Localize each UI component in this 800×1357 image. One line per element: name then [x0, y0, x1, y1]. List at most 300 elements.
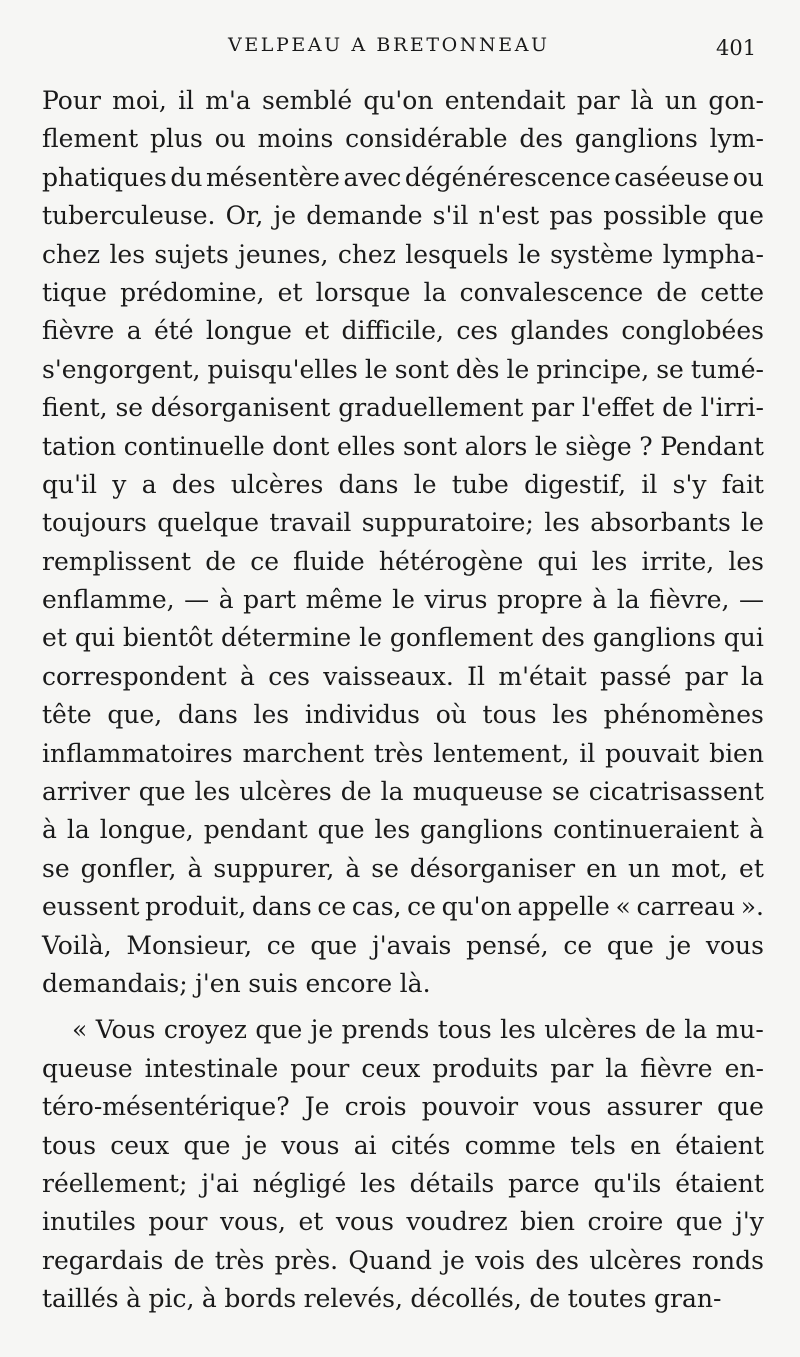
word: les	[360, 1168, 396, 1198]
word: phénomènes	[603, 700, 764, 730]
word: pas	[549, 201, 594, 231]
body-text	[42, 82, 764, 1319]
word: pic,	[148, 1284, 195, 1314]
word: assurer	[606, 1092, 702, 1122]
word: ceux	[110, 1130, 170, 1160]
word: de	[662, 393, 693, 423]
word: ceux	[361, 1053, 421, 1083]
word: que	[183, 1130, 231, 1160]
word: Je	[304, 1092, 330, 1122]
word: et	[739, 853, 764, 883]
word: comme	[464, 1130, 556, 1160]
text-line	[42, 1088, 764, 1126]
word: les	[194, 777, 231, 807]
word: alors	[464, 431, 528, 461]
text-line	[42, 1280, 764, 1318]
word: intestinale	[144, 1053, 279, 1083]
word: tube	[451, 469, 509, 499]
word: elles	[337, 431, 396, 461]
word: se	[115, 393, 144, 423]
word: passé	[600, 661, 672, 691]
word: bien	[520, 1207, 576, 1237]
text-line	[42, 312, 764, 350]
word: par	[576, 86, 620, 115]
word: entendait	[444, 86, 566, 115]
word: de	[656, 277, 688, 307]
word: ronds	[691, 1245, 764, 1275]
word: le	[506, 354, 530, 384]
word: de	[645, 1015, 676, 1045]
word: ulcères	[544, 1015, 637, 1045]
word: par	[684, 661, 728, 691]
word: —	[184, 585, 210, 615]
word: tous	[42, 1130, 97, 1160]
word: à	[187, 853, 203, 883]
word: je	[668, 930, 692, 960]
word: il	[579, 738, 596, 768]
word: lentement,	[433, 738, 570, 768]
word: difficile,	[341, 316, 445, 346]
word: pour	[290, 1053, 350, 1083]
word: plus	[149, 124, 203, 154]
word: dont	[272, 431, 330, 461]
word: lorsque	[315, 277, 411, 307]
word: taillés	[42, 1284, 119, 1314]
word: ce	[317, 892, 347, 922]
word: avec	[343, 162, 402, 192]
word: j'y	[735, 1207, 764, 1237]
text-line	[42, 1011, 764, 1049]
word: carreau	[636, 892, 736, 922]
word: correspondent	[42, 661, 227, 691]
word: vous	[533, 1092, 592, 1122]
word: tation	[42, 431, 117, 461]
word: vous,	[219, 1207, 287, 1237]
word: qui	[723, 623, 764, 653]
word: désorganisent	[150, 393, 331, 423]
word: le	[364, 354, 388, 384]
word: même	[305, 585, 383, 615]
text-line	[42, 811, 764, 849]
word: Pour	[42, 86, 101, 115]
word: que	[675, 1207, 723, 1237]
word: s'y	[672, 469, 707, 499]
word: étaient	[675, 1130, 764, 1160]
word: encore	[305, 968, 393, 998]
word: que	[255, 1015, 303, 1045]
word: la	[605, 1053, 629, 1083]
text-line	[42, 850, 764, 888]
word: la	[66, 815, 90, 845]
word: tels	[570, 1130, 616, 1160]
word: produits	[432, 1053, 539, 1083]
word: les	[728, 546, 764, 576]
word: système	[550, 239, 654, 269]
word: bien	[709, 738, 764, 768]
word: fièvre	[42, 316, 115, 346]
word: cette	[700, 277, 764, 307]
word: en-	[724, 1053, 764, 1083]
word: l'irri-	[700, 393, 764, 423]
word: le	[534, 431, 558, 461]
word: irrite,	[641, 546, 715, 576]
word: fluide	[293, 546, 365, 576]
word: tête	[42, 700, 92, 730]
word: mu-	[715, 1015, 764, 1045]
word: il	[178, 86, 195, 115]
word: se	[552, 777, 580, 807]
word: n'est	[478, 201, 540, 231]
text-line	[42, 658, 764, 696]
word: voudrez	[406, 1207, 508, 1237]
text-line	[42, 466, 764, 504]
word: fait	[721, 469, 764, 499]
word: près.	[274, 1245, 339, 1275]
word: que	[138, 777, 186, 807]
word: j'ai	[201, 1168, 239, 1198]
word: continuelle	[123, 431, 265, 461]
word: demande	[306, 201, 423, 231]
word: se	[42, 853, 70, 883]
word: dans	[338, 469, 399, 499]
word: convalescence	[459, 277, 644, 307]
word: digestif,	[524, 469, 627, 499]
word: les	[374, 815, 411, 845]
word: l'effet	[581, 393, 655, 423]
word: de	[205, 546, 237, 576]
word: que	[606, 930, 654, 960]
word: Il	[467, 661, 486, 691]
word: pouvoir	[421, 1092, 519, 1122]
word: je	[273, 201, 297, 231]
word: ces	[456, 316, 498, 346]
text-line	[42, 965, 764, 1003]
word: moi,	[112, 86, 167, 115]
word: ce	[266, 930, 296, 960]
word: quelque	[157, 508, 260, 538]
word: les	[552, 700, 588, 730]
text-line	[42, 504, 764, 542]
text-line	[42, 428, 764, 466]
word: que	[317, 815, 365, 845]
word: que	[310, 930, 358, 960]
word: des	[535, 1245, 579, 1275]
word: vous	[335, 1207, 394, 1237]
word: vous	[281, 1130, 340, 1160]
text-line	[42, 1050, 764, 1088]
word: dégénérescence	[404, 162, 611, 192]
word: appelle	[517, 892, 610, 922]
word: un	[664, 86, 698, 115]
word: détails	[409, 1168, 495, 1198]
word: tous	[437, 1015, 492, 1045]
word: mot,	[671, 853, 729, 883]
word: et	[277, 277, 303, 307]
text-line	[42, 82, 764, 120]
word: fient,	[42, 393, 108, 423]
word: possible	[603, 201, 707, 231]
word: je	[244, 1130, 268, 1160]
word: Voilà,	[42, 930, 112, 960]
page-number: 401	[716, 36, 757, 60]
word: et	[304, 316, 330, 346]
word: les	[253, 700, 290, 730]
word: m'a	[205, 86, 251, 115]
word: travail	[269, 508, 352, 538]
word: Monsieur,	[126, 930, 253, 960]
word: eussent	[42, 892, 140, 922]
word: gonflement	[389, 623, 534, 653]
text-line	[42, 159, 764, 197]
text-line	[42, 1203, 764, 1241]
word: mésentère	[206, 162, 340, 192]
word: queuse	[42, 1053, 133, 1083]
word: part	[243, 585, 297, 615]
word: se	[371, 853, 399, 883]
word: chez	[337, 239, 396, 269]
word: flement	[42, 124, 139, 154]
word: de	[173, 1245, 205, 1275]
word: ganglions	[592, 623, 716, 653]
word: ulcères	[589, 1245, 682, 1275]
word: que	[717, 1092, 764, 1122]
word: virus	[424, 585, 488, 615]
word: cas,	[351, 892, 402, 922]
text-line	[42, 735, 764, 773]
word: qu'on	[363, 86, 434, 115]
running-title: VELPEAU A BRETONNEAU	[228, 34, 550, 56]
word: par	[550, 1053, 594, 1083]
word: chez	[42, 239, 101, 269]
word: été	[153, 316, 194, 346]
text-line	[42, 619, 764, 657]
word: en	[586, 853, 618, 883]
word: à	[592, 585, 608, 615]
word: que	[716, 201, 764, 231]
word: «	[615, 892, 631, 922]
word: à	[240, 661, 255, 691]
word: siège	[565, 431, 632, 461]
word: longue	[205, 316, 292, 346]
word: glandes	[510, 316, 609, 346]
word: ulcères	[239, 777, 332, 807]
word: il	[641, 469, 658, 499]
word: regardais	[42, 1245, 164, 1275]
text-line	[42, 274, 764, 312]
word: gon-	[708, 86, 764, 115]
word: individus	[304, 700, 420, 730]
text-line	[42, 927, 764, 965]
word: réellement;	[42, 1168, 188, 1198]
word: gonfler,	[80, 853, 177, 883]
word: des	[171, 469, 216, 499]
word: moins	[257, 124, 334, 154]
word: téro-mésentérique?	[42, 1092, 290, 1122]
word: et	[298, 1207, 324, 1237]
word: absorbants	[590, 508, 731, 538]
word: ganglions	[574, 124, 698, 154]
word: inflammatoires	[42, 738, 233, 768]
word: sont	[394, 354, 449, 384]
word: graduellement	[338, 393, 524, 423]
word: pendant	[203, 815, 308, 845]
word: ganglions	[420, 815, 544, 845]
word: toujours	[42, 508, 147, 538]
word: y	[112, 469, 127, 499]
word: là.	[399, 968, 431, 998]
word: tumé-	[690, 354, 764, 384]
word: considérable	[345, 124, 508, 154]
word: enflamme,	[42, 585, 175, 615]
word: la	[380, 777, 404, 807]
word: négligé	[252, 1168, 347, 1198]
word: longue,	[99, 815, 194, 845]
word: sujets	[154, 239, 229, 269]
word: ou	[732, 162, 764, 192]
word: conglobées	[621, 316, 764, 346]
word: croyez	[163, 1015, 247, 1045]
word: vois	[475, 1245, 526, 1275]
word: produit,	[145, 892, 247, 922]
text-line	[42, 236, 764, 274]
word: qui	[74, 623, 115, 653]
word: s'il	[432, 201, 469, 231]
word: les	[591, 546, 628, 576]
word: le	[359, 623, 382, 653]
word: de	[340, 777, 372, 807]
word: et	[42, 623, 67, 653]
word: vaisseaux.	[323, 661, 454, 691]
word: à	[749, 815, 764, 845]
word: Quand	[348, 1245, 432, 1275]
word: qu'il	[42, 469, 97, 499]
word: cités	[390, 1130, 451, 1160]
word: le	[517, 239, 541, 269]
word: continueraient	[553, 815, 740, 845]
word: remplissent	[42, 546, 192, 576]
word: de	[529, 1284, 561, 1314]
word: fièvre	[640, 1053, 713, 1083]
word: pensé,	[466, 930, 549, 960]
word: fièvre,	[649, 585, 730, 615]
text-line	[42, 581, 764, 619]
page-header	[0, 30, 800, 70]
word: la	[616, 585, 640, 615]
word: la	[423, 277, 447, 307]
word: suppuratoire;	[361, 508, 534, 538]
word: a	[126, 316, 142, 346]
word: semblé	[261, 86, 353, 115]
word: très	[373, 738, 424, 768]
word: ulcères	[230, 469, 324, 499]
word: un	[628, 853, 661, 883]
word: s'engorgent,	[42, 354, 201, 384]
word: à	[201, 1284, 217, 1314]
word: «	[72, 1015, 88, 1045]
word: décollés,	[410, 1284, 522, 1314]
word: relevés,	[303, 1284, 403, 1314]
word: pour	[148, 1207, 208, 1237]
word: suis	[248, 968, 298, 998]
word: étaient	[675, 1168, 764, 1198]
word: principe,	[536, 354, 650, 384]
word: très	[214, 1245, 265, 1275]
text-line	[42, 351, 764, 389]
word: je	[310, 1015, 334, 1045]
word: ou	[214, 124, 246, 154]
word: croire	[587, 1207, 664, 1237]
word: où	[435, 700, 467, 730]
word: du	[170, 162, 203, 192]
word: les	[500, 1015, 536, 1045]
word: parce	[508, 1168, 580, 1198]
word: désorganiser	[409, 853, 576, 883]
text-line	[42, 389, 764, 427]
text-line	[42, 197, 764, 235]
word: sont	[403, 431, 458, 461]
word: prédomine,	[120, 277, 265, 307]
word: à	[218, 585, 234, 615]
word: à	[345, 853, 361, 883]
text-line	[42, 1127, 764, 1165]
word: les	[544, 508, 580, 538]
word: j'en	[195, 968, 241, 998]
word: se	[656, 354, 684, 384]
word: Vous	[95, 1015, 156, 1045]
text-line	[42, 120, 764, 158]
word: —	[739, 585, 764, 615]
word: la	[741, 661, 764, 691]
word: à	[126, 1284, 141, 1314]
word: lympha-	[662, 239, 764, 269]
word: phatiques	[42, 162, 167, 192]
word: ai	[353, 1130, 377, 1160]
word: vous	[705, 930, 764, 960]
word: je	[442, 1245, 465, 1275]
word: propre	[497, 585, 583, 615]
word: par	[531, 393, 575, 423]
word: la	[684, 1015, 708, 1045]
text-line	[42, 696, 764, 734]
word: Pendant	[660, 431, 764, 461]
word: ces	[268, 661, 310, 691]
word: tuberculeuse.	[42, 201, 216, 231]
word: puisqu'elles	[207, 354, 358, 384]
text-line	[42, 888, 764, 926]
text-line	[42, 773, 764, 811]
word: muqueuse	[412, 777, 544, 807]
word: ce	[563, 930, 593, 960]
word: a	[141, 469, 157, 499]
word: bords	[224, 1284, 297, 1314]
word: le	[413, 469, 437, 499]
word: le	[392, 585, 415, 615]
word: ».	[740, 892, 764, 922]
word: les	[109, 239, 146, 269]
word: lym-	[709, 124, 764, 154]
word: gran-	[654, 1284, 722, 1314]
word: marchent	[242, 738, 365, 768]
word: j'avais	[371, 930, 452, 960]
word: demandais;	[42, 968, 188, 998]
word: jeunes,	[238, 239, 329, 269]
word: tique	[42, 277, 107, 307]
text-line	[42, 1242, 764, 1280]
text-line	[42, 1165, 764, 1203]
word: dans	[251, 892, 312, 922]
word: m'était	[498, 661, 587, 691]
word: pouvait	[605, 738, 700, 768]
